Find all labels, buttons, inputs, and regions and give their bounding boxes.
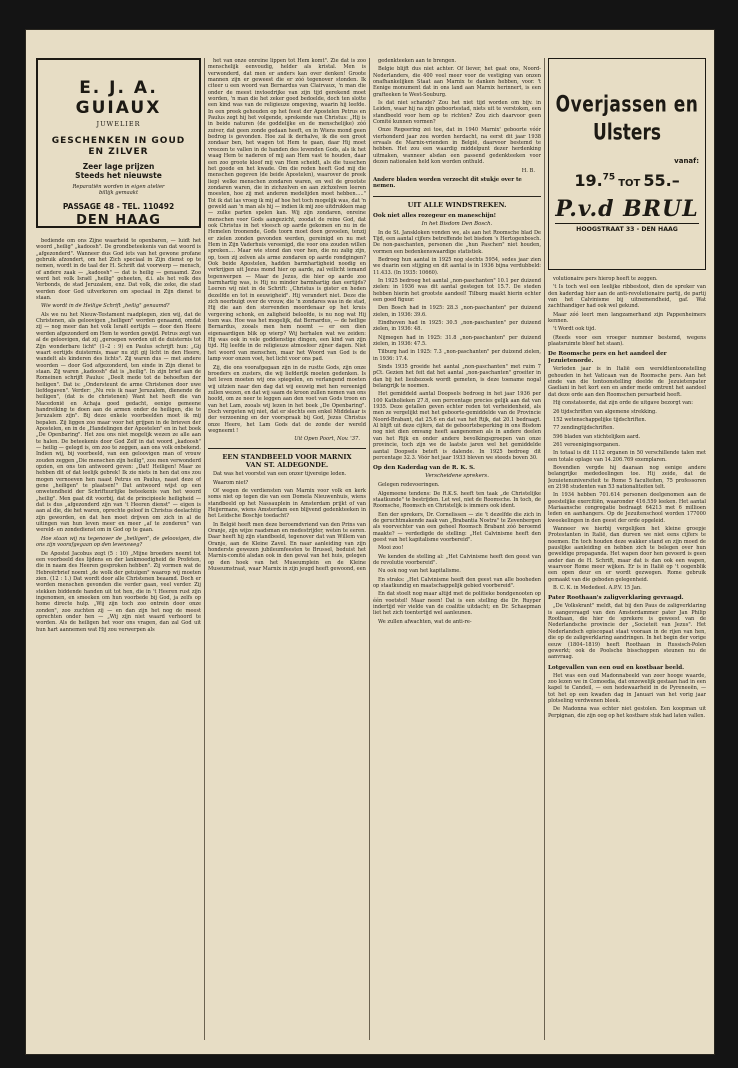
paragraph: Waarom niet? <box>213 479 249 486</box>
ad-from: vanaf: <box>674 157 699 165</box>
paragraph: En dat stoelt nog maar altijd met de politieke bondgenooten op één voetstel! Maar neen! Dat is een stelling die Dr. Ruyper indertijd vér vielde van de coalitie uitdacht; en Dr. Schaepman liet het zich toentertijd wel aanleunen. <box>373 591 541 617</box>
signature: H. B. <box>521 167 535 174</box>
paragraph: 261 vereenigingsorganen. <box>553 441 621 448</box>
paragraph: volutionaire pers hierop heeft te zeggen. <box>553 276 658 282</box>
brul-advertisement <box>548 58 706 270</box>
paragraph: In België heeft men deze beroemdvriend van den Prins van Oranje, zijn wijze raadsman en medestrijder, weten te eeren. Daar heeft hij zijn standbeeld, tegenover dat van Willem van Oranje, aan de Kleine Zavel. En naar aanleiding van zijn honderste gewezen jubileumfeesten te Brussel, beduist het Marnix-comité alsdan ook in den geval van het huis, gelegen op den hoek van het Museumplein en de Kleine Museumstraat, waar Marnix in zijn jeugd heeft gewoond, een <box>208 521 366 573</box>
ad-trade: JUWELIER <box>96 120 141 128</box>
divider <box>208 448 366 449</box>
paragraph: In 1934 hebben 701.614 personen deelgenomen aan de geestelijke exercitiën, waaronder 416.559 leeken. Het aantal Mariaansche congregatie bedraagt 64213 met 6 millioen leden en aanhangers. Op de Jezuitenschool worden 177000 kweekelingen in den geest der orde opgeleid. <box>548 492 706 524</box>
paragraph: In 1925 bedroeg het aantal „non-paschanten" 10.1 per duizend zielen: in 1936 was dit aantal gestegen tot 15.7. De steden hebben hierin het grootste aandeel! Tilburg maakt hierin echter een goed figuur. <box>373 277 541 303</box>
ad-title: Overjassen en <box>555 92 699 118</box>
ad-line: Steeds het nieuwste <box>75 171 162 180</box>
price-low-cents: 75 <box>602 172 616 183</box>
paragraph: En straks: „Het Calvinisme heeft den geest van alle booheden op staatkundig en maatschappelijk gebied voorbereid". <box>373 576 541 589</box>
source-line: Uit Open Poort, Nov. '37. <box>294 436 360 443</box>
ad-note-1: Reparatiën worden in eigen atelier <box>72 184 165 190</box>
paragraph: Zij, die ons voorafgegaan zijn in de rustte Gods, zijn onze broeders en zusters, die wij liefderijk moeten gedenken. Is het leven moeten wij ons spiegelen, en verlangend moeten wij uitzien naar den dag dat wij eeuwig met hen vereenigd zullen wezen, en dat wij saam de kroon zullen nemen van ons hoofd, om ze neer te leggen aan den voet van Gods troon en van het Lam, zooals wij lezen in het boek „De Openbaring". Doch vergeten wij niet, dat er slechts een enkel Middelaar is der verzoening en der voorspraak bij God, Jezus Christus onze Heere, het Lam Gods dat de zonde der wereld wegneemt ! <box>208 364 366 434</box>
paragraph: De Madonna was echter niet gestolen. Een koopman uit Perpignan, die zijn oog op het kostbare stuk had laten vallen. <box>548 706 706 719</box>
ad-line: Zeer lage prijzen <box>82 162 155 171</box>
paragraph: Een der sprekers, Dr. Cornelissen — zie 't dezelfde die zich in de geruchtmakende zaak van „Brabantia Nostra" te Zevenbergen als voorvechter van een geheel Roomsch Brabant zóó beroemd maakte? — verdedigde de stelling: „Het Calvinisme heeft den geest van het kapitalisme voorbereid". <box>373 511 541 543</box>
column-2 <box>208 58 366 1044</box>
divider <box>373 196 541 197</box>
paragraph: bediende om ons Zijne waarheid te openbaren, — luidt het woord „heilig" „kadoosh". De grondbeteekenis van dat woord is „afgezonderd". Wanneer dus God iets van het gewone profane gebruik afzondert, om het Zich speciaal in Zijn dienst op te nemen, wordt in de taal der H. Schrift dat voorwerp — mensch, of andere zaak — „kadoosh" — dat is heilig — genaamd. Zoo werd het volk Israël „heilig" geheeten, d.i. als het volk des Verbonds, de stad Jeruzalem, enz. Dat volk, die zeke, die stad werden door God uitverkoren om speciaal in Zijn dienst te staan. <box>36 238 201 302</box>
ad-title: Ulsters <box>593 120 661 146</box>
paragraph: 596 bladen van stichtelijken aard. <box>553 433 641 440</box>
paragraph: Den Bosch had in 1925: 28.3 „non-paschanten" per duizend zielen, in 1936: 39.6. <box>373 305 541 318</box>
ad-line: EN ZILVER <box>88 147 149 157</box>
paragraph: Bovendien vergde hij daaraan nog eenige andere belangrijke mededeelingen toe. Hij zeide, dat de Jezuietenuniversiteit te Rome 5 faculteiten, 75 professoren en 2198 studenten van 53 nationaliteiten telt. <box>548 464 706 490</box>
paragraph: Eindhoven had in 1925: 30.5 „non-paschanten" per duizend zielen, in 1936: 48. <box>373 319 541 333</box>
article-heading: VAN ST. ALDEGONDE. <box>245 461 329 470</box>
column-4 <box>548 58 706 1044</box>
paragraph: Mooi zoo! <box>378 545 404 552</box>
paragraph: Verleden jaar is in Italië een wereldtentoonstelling gehouden in het Vaticaan van de Roomsche pers. Aan het einde van die tentoonstelling deelde de Jezuietenpater Gaeliani in het kort een en ander mede omtrent het aandeel dat deze orde aan den Roomschen persarbeid heeft. <box>548 366 706 398</box>
ad-address: HOOGSTRAAT 33 - DEN HAAG <box>555 223 699 233</box>
subheading: Ook niet alles rozegeur en maneschijn! <box>373 212 497 219</box>
paragraph: 77 zendingtijdschriften. <box>553 425 615 432</box>
brul-logo: P.v.d BRUL <box>555 196 699 222</box>
paragraph: Onze Regeering zei toe, dat in 1940 Marnix' geboorte vóór vierhonderd jaar zou worden herdacht, na eerst dit jaar 1938 ervaals de Marnix-vrienden in België, daarvoor bestemd te hebben. Het zou een waardig middelpunt dezer herdenking uitmaken, wanneer alsdan een passend gedenkteeken voor dezen nationalen held kon worden onthuld. <box>373 127 541 166</box>
column-3 <box>373 58 541 1044</box>
column-rule <box>204 58 205 1040</box>
newspaper-page <box>26 30 714 1054</box>
paragraph: Algemeene tendens: De R.K.S. heeft ten taak „de Christelijke staatkunde" te bestrijden. Let wel, niet de Roomsche. In toch, de Roomsche, Roomsch en Christelijk is immers ook ident. <box>373 490 541 510</box>
paragraph: Of wegen de verdiensten van Marnix voor volk en kerk soms niet op tegen die van een Domela Nieuwenhuis, wiens standbeeld op het Nassauplein in Amsterdam prijkt of van Heijermans, wiens Amsterdam een blijvend gedenkteeken in het Leidsche Boschje toedacht? <box>208 487 366 520</box>
paragraph: Is dat niet schande? Zou het niet tijd worden om bijv. in Leiden, waar hij na zijn geboortestad, niets uit te verstoken, een standbeeld voor hem op te richten? Zou zich daarvoor geen Comité kunnen vormen? <box>373 100 541 126</box>
subheading: De Roomsche pers en het aandeel der Jezuietenorde. <box>548 351 667 365</box>
paragraph: In de St. Janskloken vonden we, als aan het Roomsche blad De Tijd, een aantal cijfers betreffende het bisdom 's Hertogenbosch. De non-paschanten, personen die „hun Paschen" niet houden, vormen een bedenkenswaardige statistiek. <box>373 229 541 255</box>
price-low: 19. <box>574 171 603 190</box>
ad-phone: PASSAGE 48 - TEL. 110492 <box>62 202 175 211</box>
guiaux-advertisement <box>36 58 201 228</box>
paragraph: We zullen afwachten, wat de anti-re- <box>378 618 472 625</box>
paragraph: In totaal is dit 1112 organen in 50 verschillende talen met een totale oplage van 14.206.769 exemplaren. <box>548 450 706 463</box>
ad-name: E. J. A. GUIAUX <box>75 78 162 118</box>
paragraph: (Reeds voor een vroeger nummer bestemd, wegens plaatsruimte bleef het staan). <box>548 334 706 348</box>
paragraph: Het was een oud Madonnabeeld van zeer hooge waarde, zoo lezen we in Comoedia, dat onzewelijk gestaan had in een kapel te Candeil, — een hedewaarheid in de Pyreneeën, — tot het op een kwaden dag in Januari van het vorig jaar plotseling verdwenen bleek. <box>548 672 706 704</box>
subheading-italic: In het Bisdom Den Bosch. <box>421 220 493 227</box>
ad-price <box>555 171 699 190</box>
paragraph: Wie wordt in de Heilige Schrift „heilig" genaamd? <box>41 303 170 310</box>
paragraph: De Apostel Jacobus zegt (5 : 10) „Mijne broeders neemt tot een voorbeeld des lijdens en der lankmoedigheid de Profeten, die in naam des Heeren gesproken hebben". Zij vormen wat de Hebreërbrief noemt „de wolk der getuigen" waarop wij moeten zien. (12 : 1.) Dat wordt door alle Christenen beaamd. Doch er worden menschen gevonden die verder gaan, veel verder. Zij stekken biddende handen uit tot hen, die in 't Heeren rust zijn ingenomen, en smeeken om hun voorbede bij God, ja zelfs op home directe hulp. „Wij zijn toch zoo ontrein door onze zonden", zoo zuchten zij — en dan zijn het nog de meest oprechten onder hen — „Wij zijn niet waard verhoord te worden. Als de heiligen het voor ons vragen, dan zal God uit hun hart aannemen wat Hij zou verwerpen als <box>36 550 201 633</box>
article-heading: EEN STANDBEELD VOOR MARNIX <box>222 453 352 462</box>
subheading-italic: Verscheidene sprekers. <box>425 473 489 480</box>
paragraph: 152 wetenschappelijke tijdschriften. <box>553 416 647 423</box>
ad-line: GESCHENKEN IN GOUD <box>51 136 186 146</box>
paragraph: gedenkteeken aan te brengen. <box>378 58 457 64</box>
paragraph: Belgie blijft dus niet achter. Of liever, het gaat ons, Noord-Nederlanders, die 400 veel meer voor de vestiging van onzen onafhankelijken Staat aan Marnix te danken hebben, voor. 't Eenige monument dat in ons land aan Marnix herinnert, is een grafteeken te West-Souburg. <box>373 66 541 98</box>
paragraph: Sinds 1935 groeide het aantal „non-paschanten" met ruim 7 pCt. Gezien het feit dat het aantal „non-paschanten" groeiter in dan bij het lieubezoek wordt gemeten, is deze toename nogal belangrijk te noemen. <box>373 364 541 390</box>
paragraph: Hij constateerde, dat zijn orde de uitgave bezorgt van: <box>553 400 694 407</box>
paragraph: 't Is toch wel een leelijke ribbestoot, dien de spreker van den kaderdag hier aan de anti-revolutionaire partij, de partij van het Calvinisme bij uitnemendheid, gaf. Wat zachthandiger had ook wel gekund. <box>548 284 706 310</box>
paragraph: Gelegen redevoeringen. <box>378 482 440 489</box>
subheading: Op den Kaderdag van de R. K. S. <box>373 465 475 472</box>
paragraph: 26 tijdschriften van algemene strekking. <box>553 408 657 415</box>
column-rule <box>544 58 545 1040</box>
column-rule <box>369 58 370 1040</box>
paragraph: Nu ook nog van het kapitalisme. <box>378 568 461 575</box>
ad-note <box>44 184 193 196</box>
ad-city: DEN HAAG <box>76 213 161 228</box>
price-sep: TOT <box>618 178 641 189</box>
paragraph: Wanneer we hierbij vergelijken het kleine groepje Protestanten in Italië, dan durven we niet eens cijfers te noemen. En toch houden deze wakker stand en zijn moed de pauslijke aanleiding en hebben zich te belegen over hun geweldige propaganda. Het wapen door hen gevoerd is geen ander dan de H. Schrift, maar dat is dan ook een wapen, waarvoor Rome meer wijken. Er is in Italië op 't oogenblik een open deur en er wordt gezwegen. Rome gebruik gemaakt van die geboden gelegenheid. <box>548 526 706 583</box>
paragraph: „De Volkskrant" meldt, dat bij den Paus de zaligverklaring is aangevraagd van den Amsterdammer pater Jan Philip Roothaan, die hier de sprekere is geweest van de Nederlandsche provincie der „Societeit van Jezus". Het Nederlandsch episcopaat staat vooraan in de rijen van hen, die op de zaligverklaring aandringen. In het begin der vorige eeuw (1804–1819) heeft Roothaan in Russisch-Polen gewerkt; ook de Poolsche bisschoppen steunen nu de aanvraag. <box>548 603 706 661</box>
paragraph: Bedroeg hun aantal in 1925 nog slechts 5954, sedes jaar zien we duarin een stijging en dit aantal is in 1936 bijna verdubbeld: 11.433. (In 1935: 10660). <box>373 256 541 276</box>
paragraph: We kenden de stelling al: „Het Calvinisme heeft den geest van de revolutie voorbereid". <box>373 553 541 566</box>
subheading: Pater Roothaan's zaligverklaring gevraagd. <box>548 595 684 602</box>
ad-note-2: billijk gemaakt <box>98 190 139 196</box>
paragraph: Hoe staan wij nu tegenover de „heiligen", de geloovigen, die ons zijn voorafgegaan op den levensweg? <box>36 535 201 549</box>
paragraph: Maar zóó leert men langzamerhand zijn Pappenheimers kennen. <box>548 311 706 325</box>
paragraph: het van onze onreine lippen tot Hem komt". Zie dat is zoo menschelijk eenvoudig, helder als kristal. Men is verwonderd, dat men er anders kan over denken! Groote mannen zijn er geweest die er zóó tegenover stonden. Ik citeer u een woord van Bernardus van Clairvaux, 'n man die onder de meest invloedrijke van zijn tijd gerekend moet worden, 'n man die het zeker goed bedoelde, doch ten slotte een kind was van de religieuze omgeving, waarin hij leefde. In een preek gehouden op het feest der Apostelen Petrus en Paulus zegt hij het volgende, sprekende van Christus: „Hij is in beide naturen (de goddelijke en de menschelijke) zóó zuiver, dat geen zonde gedaan heeft, en in Wiens mond geen bedrog is gevonden. Hoe zal ik derhalve, ik die een groot zondaar ben, het wagen tot Hem te gaan, daar Hij moet vreezen te vallen in de handen des levenden Gods, als ik het waag Hem te naderen of mij aan Hem vast te houden, daar een zoo groote kloof mij van Hem scheidt, als die tusschen het goede en het kwade. Om die reden heeft God mij die menschen gegeven (de beide Apostelen), waarover de preek liep) welke menschen zondaren waren, en wel de grootste zondaren waren, die in zichzelven en aan zichzelven leeren moesten, hoe zij met anderen medelijden moet hebben....." Tot ik dat las vroeg ik mij af hoe het toch mogelijk was, dat 'n geweld aan 'n man als hij — indien ik mij zoo uitdrukken mag — zulke parten spelen kan. Wij zijn zondaren, onreine menschen voor Gods aangezicht, zoodat de reine God, dat ook Christus in het vleesch op aarde gekomen en nu in de Hemelen troonende, Gods toorn moet doen gevoelen, tenzij er zielen zonden gevonden werden, gereinigd en nu met Hem in Zijn Vaderhuis vereenigd, die voor ons zouden willen spreken.... Maar wie stond dan voor hen, die nu zalig zijn, op, toen zij zelven als arme zondaren op aarde rondgingen? Ook beide Apostelen, hadden barmhartigheid noodig en verkrijgen uit Jezus mond hier op aarde, zal veilicht iemand tegenwerpen — Maar de Jezus, die hier op aarde zoo barmhartig was, is Hij nu minder barmhartig dan eertijds? Leeren wij niet in de Schrift: „Christus is gister en heden dezelfde en tot in eeuwigheid". Hij verandert niet. Deze die zich neerbuigt over de vrouw, die 'n zondares was in de stad, Hij die aan den stervenden moordenaar op het kruis vergeving schonk, en zaligheid beloofde, is nu nog wat Hij toen was. Hoe was het mogelijk, dat Bernardus, — de heilige Bernardus, zooals men hem noemt — er een dien eigenaardigen blik op wierp? Wij herhalen wat we zeiden: Hij was ook in vele goddienstige dingen, een kind van zijn tijd. Hij leefde in de religieuze atmosfeer zijner dagen. Niet het woord van menschen, maar het Woord van God is de lamp voor onzen voet, het licht voor ons pad. <box>208 58 366 363</box>
paragraph: 't Wordt ook tijd. <box>553 326 596 333</box>
subheading: Lotgevallen van een oud en kostbaar beeld. <box>548 664 685 671</box>
section-heading: UIT ALLE WINDSTREKEN. <box>407 200 507 209</box>
paragraph: Tilburg had in 1925: 7.3 „non-paschanten" per duizend zielen, in 1936: 17.4. <box>373 349 541 362</box>
paragraph: Dat was het voorstel van een onzer tijvereige leden. <box>213 471 347 478</box>
notice: Andere bladen worden verzocht dit stukje over te nemen. <box>373 176 522 189</box>
paragraph: B. C. K. in Mededeel. A.P.V. 15 Jan. <box>553 585 642 592</box>
column-1 <box>36 58 201 1044</box>
paragraph: Nijmegen had in 1925: 31.8 „non-paschanten" per duizend zielen, in 1936: 47.5. <box>373 334 541 347</box>
paragraph: Als we nu het Nieuw-Testament raadplegen, zien wij, dat de Christenen, als geloovigen „heiligen" worden genaamd, omdat zij — nog meer dan het volk Israël eertijds — door den Heere werden afgezonderd om Hem te worden gewijd. Petrus zegt van al de geloovigen, dat zij „geroepen worden uit de duisternis tot Zijn wonderbare licht" (1–2 : 9) en Paulus schrijft hun: „Gij waart eertijds duisternis, maar nu zijt gij licht in den Heere, wandelt als kinderen des lichts". Zij waren dus — met andere woorden — door God afgezonderd, ten einde in Zijn dienst te staan. Zij waren „kadoosh" dat is „heilig". In zijn brief aan de Romeinen schrijft Paulus: „Deelt mede tot de behoeften der heiligen". Dat is: „Ondersteunt de arme Christenen door uwe liefdegaven". Verder: „Nu reis ik naar Jeruzalem, dienende de heiligen", (dat is de christenen) Want het heeft die van Macedonië en Achaja goed gedacht, eenige gemeene handreiking te doen aan de armen onder de heiligen, die te Jeruzalem zijn". Bij deze enkele voorbeelden moet ik mij bepalen. Zij liggen zoo maar voor het grijpen in de brieven der Apostelen, en in de „Handelingen der Apostelen" en in het boek „De Openbaring". Het zou ons niet mogelijk wezen ze alle aan te halen. De beteekenis door God Zelf in dat woord „kadoosh" — heilig — gelegd is, om zoo te zeggen, aan ons volk onbekend. Indien wij, bij voorbeeld, van een geloovigen man of vrouw zouden zeggen „Die menschen zijn heilig", zou men verwonderd opzien, en ons ten antwoord geven: „Dat! Heiligen! Maar ze hebben dit of dat leelijk gebrek! Ik zie niets in hen dat ons zou mogen vernoeven hen naast Petrus en Paulus, naast deze of gene „heiligen" te plaatsen!" Dat antwoord wijst op een onwetendheid der Schriftuurlijke beteekenis van het woord „heilig". Men gaat dit voorbij, dat de principieele heiligheid — dat is dus „afgezonderd zijn van 't Heeren dienst" — eigen is aan al die, die het waren, oprechte geloof in Christus deelachtig zijn geworden, en dat hen moet drijven om zich in al de uitingen van hun leven meer en meer „af te zonderen" van wereld- en zondedienst om in God op te gaan. <box>36 311 201 534</box>
price-high: 55.– <box>643 171 680 190</box>
paragraph: Het gemiddeld aantal Doopsels bedroeg in het jaar 1936 per 100 Katholieken 27.8, een percentage precies gelijk aan dat van 1935. Deze getallen geven echter reden tot verheidenheid, als men ze vergelijkt met het geboorte-gemiddelde van de Provincie Noord-Brabant, dat 25.6 en dat van het Rijk, dat 20.1 bedraagt. Al blijft uit deze cijfers, dat de geboortebeperking in ons Bisdom nog niet dien omvang heeft aangenomen als in andere deelen van het Rijk en onder andere bevolkingsgroepen van onze provincie, toch zijn we de laatste jaren wel het gemiddelde aantal Doopsels beteft is dalende. In 1925 bedroeg dit percentage 32.3. Vóór het jaar 1933 bleven we steeds boven 30. <box>373 391 541 461</box>
